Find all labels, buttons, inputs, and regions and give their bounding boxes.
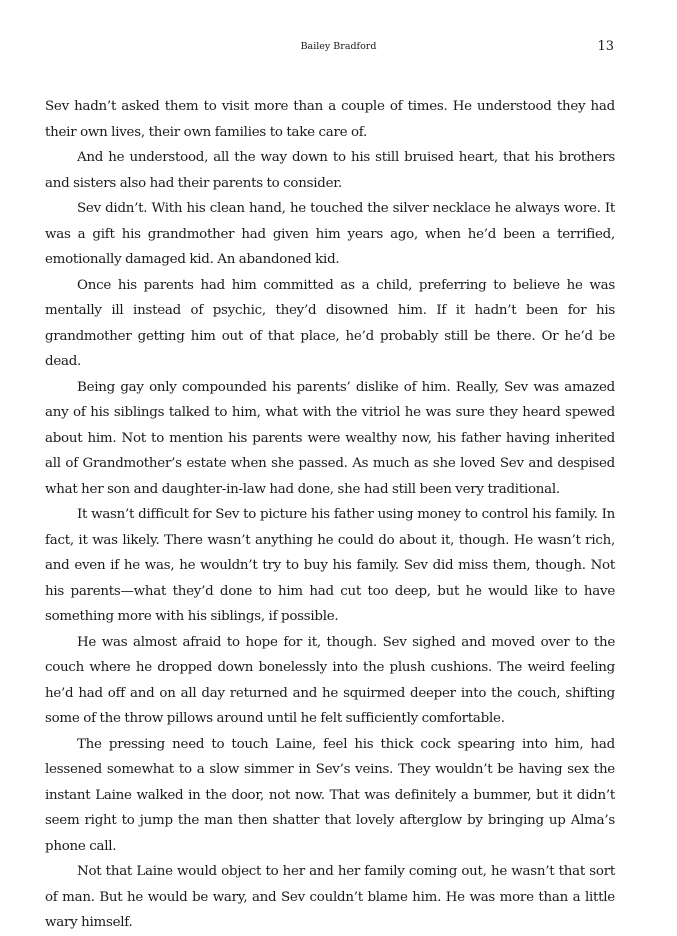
paragraph: Sev didn’t. With his clean hand, he touched the silver necklace he always wore. It was a gift his grandmother had given him years ago, when he’d been a terrified, emotionally damaged kid. An abandoned kid. xyxy=(45,201,615,267)
paragraph: Being gay only compounded his parents’ dislike of him. Really, Sev was amazed any of his siblings talked to him, what with the vitriol he was sure they heard spewed about him. Not to mention his parents were wealthy now, his father having inherited all of Grandmother’s estate when she passed. As much as she loved Sev and despised what her son and daughter-in-law had done, she had still been very traditional. xyxy=(45,379,615,497)
paragraph: Not that Laine would object to her and her family coming out, he wasn’t that sort of man. But he would be wary, and Sev couldn’t blame him. He was more than a little wary himself. xyxy=(45,864,615,930)
paragraph: It wasn’t difficult for Sev to picture his father using money to control his family. In fact, it was likely. There wasn’t anything he could do about it, though. He wasn’t rich, and even if he was, he wouldn’t try to buy his family. Sev did miss them, though. Not his parents—what they’d done to him had cut too deep, but he would like to have something more with his siblings, if possible. xyxy=(45,507,615,624)
page-number: 13 xyxy=(597,39,614,54)
paragraph: Once his parents had him committed as a child, preferring to believe he was mentally ill instead of psychic, they’d disowned him. If it hadn’t been for his grandmother getting him out of that place, he’d probably still be there. Or he’d be dead. xyxy=(45,277,615,369)
paragraph: And he understood, all the way down to his still bruised heart, that his brothers and sisters also had their parents to consider. xyxy=(45,150,615,191)
running-header xyxy=(0,38,677,58)
paragraph: The pressing need to touch Laine, feel his thick cock spearing into him, had lessened somewhat to a slow simmer in Sev’s veins. They wouldn’t be having sex the instant Laine walked in the door, not now. That was definitely a bummer, but it didn’t seem right to jump the man then shatter that lovely afterglow by bringing up Alma’s phone call. xyxy=(45,736,615,854)
paragraph: Sev hadn’t asked them to visit more than a couple of times. He understood they had their own lives, their own families to take care of. xyxy=(45,99,615,140)
header-author: Bailey Bradford xyxy=(300,41,377,52)
body-text xyxy=(45,94,615,936)
paragraph: He was almost afraid to hope for it, though. Sev sighed and moved over to the couch where he dropped down bonelessly into the plush cushions. The weird feeling he’d had off and on all day returned and he squirmed deeper into the couch, shifting some of the throw pillows around until he felt sufficiently comfortable. xyxy=(45,634,615,726)
